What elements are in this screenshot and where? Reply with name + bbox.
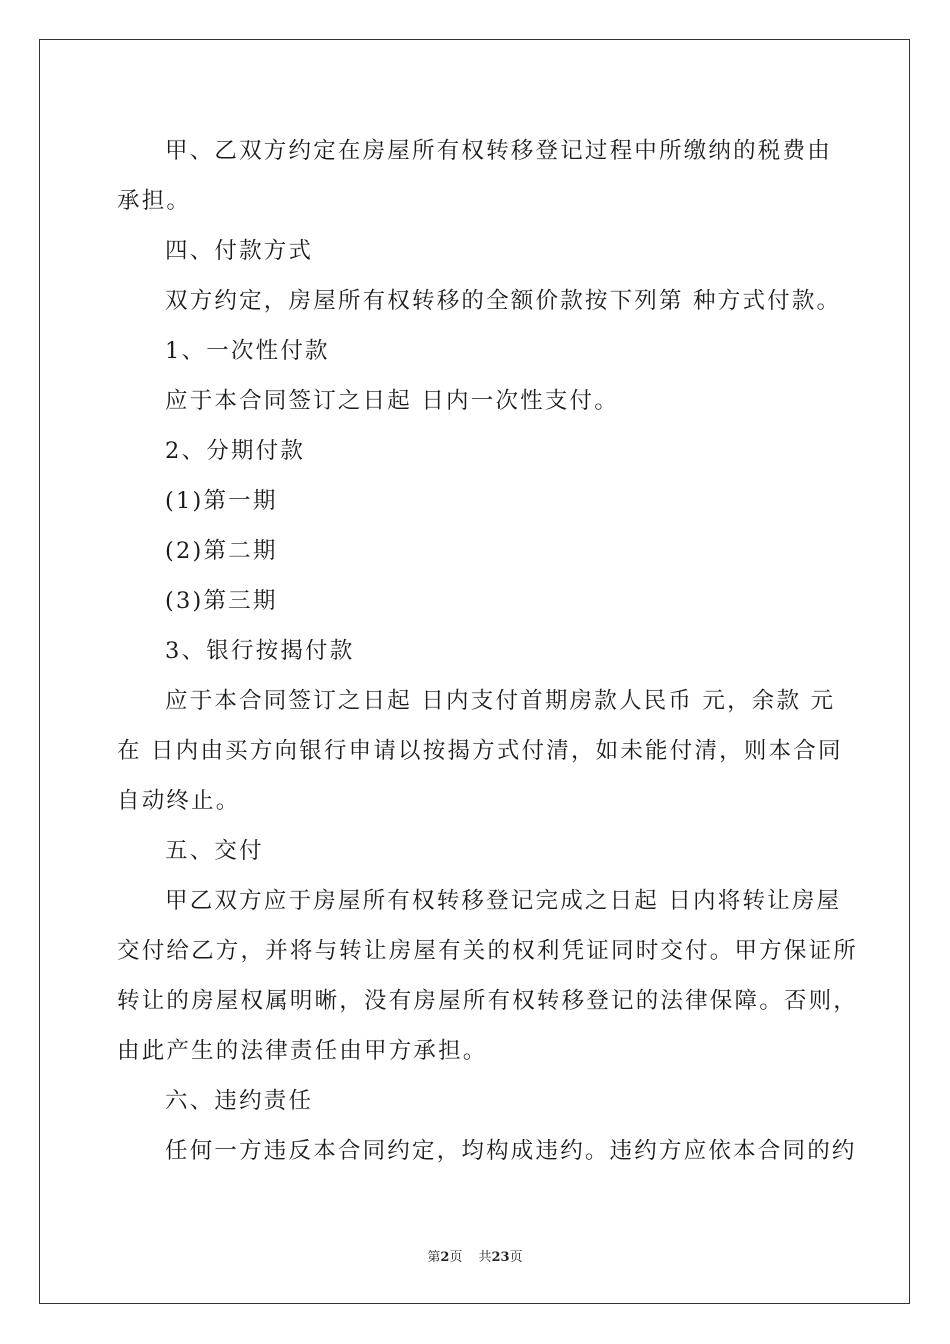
total-prefix: 共 xyxy=(478,1250,492,1265)
subsection-heading: 3、银行按揭付款 xyxy=(165,638,355,664)
text-line: 承担。 xyxy=(117,188,192,214)
text-line: 双方约定，房屋所有权转移的全额价款按下列第 种方式付款。 xyxy=(165,288,842,314)
subsection-heading: 1、一次性付款 xyxy=(165,338,330,364)
list-item: (1)第一期 xyxy=(165,488,278,514)
section-heading: 六、违约责任 xyxy=(165,1088,314,1114)
text-line: 交付给乙方，并将与转让房屋有关的权利凭证同时交付。甲方保证所 xyxy=(117,938,859,964)
total-pages: 23 xyxy=(491,1250,510,1265)
text-line: 甲、乙双方约定在房屋所有权转移登记过程中所缴纳的税费由 xyxy=(165,138,832,164)
document-body xyxy=(117,126,859,1176)
section-heading: 五、交付 xyxy=(165,838,264,864)
page-footer xyxy=(0,1246,950,1265)
text-line: 甲乙双方应于房屋所有权转移登记完成之日起 日内将转让房屋 xyxy=(165,888,842,914)
list-item: (2)第二期 xyxy=(165,538,278,564)
text-line: 在 日内由买方向银行申请以按揭方式付清，如未能付清，则本合同 xyxy=(117,738,843,764)
text-line: 由此产生的法律责任由甲方承担。 xyxy=(117,1038,488,1064)
text-line: 转让的房屋权属明晰，没有房屋所有权转移登记的法律保障。否则， xyxy=(117,988,859,1014)
total-suffix: 页 xyxy=(509,1250,523,1265)
page-prefix: 第 xyxy=(427,1250,441,1265)
page-suffix: 页 xyxy=(449,1250,463,1265)
text-line: 任何一方违反本合同约定，均构成违约。违约方应依本合同的约 xyxy=(165,1138,857,1164)
text-line: 应于本合同签订之日起 日内支付首期房款人民币 元，余款 元 xyxy=(165,688,836,714)
text-line: 应于本合同签订之日起 日内一次性支付。 xyxy=(165,388,619,414)
text-line: 自动终止。 xyxy=(117,788,241,814)
subsection-heading: 2、分期付款 xyxy=(165,438,306,464)
section-heading: 四、付款方式 xyxy=(165,238,314,264)
list-item: (3)第三期 xyxy=(165,588,278,614)
page-number: 2 xyxy=(440,1250,450,1265)
